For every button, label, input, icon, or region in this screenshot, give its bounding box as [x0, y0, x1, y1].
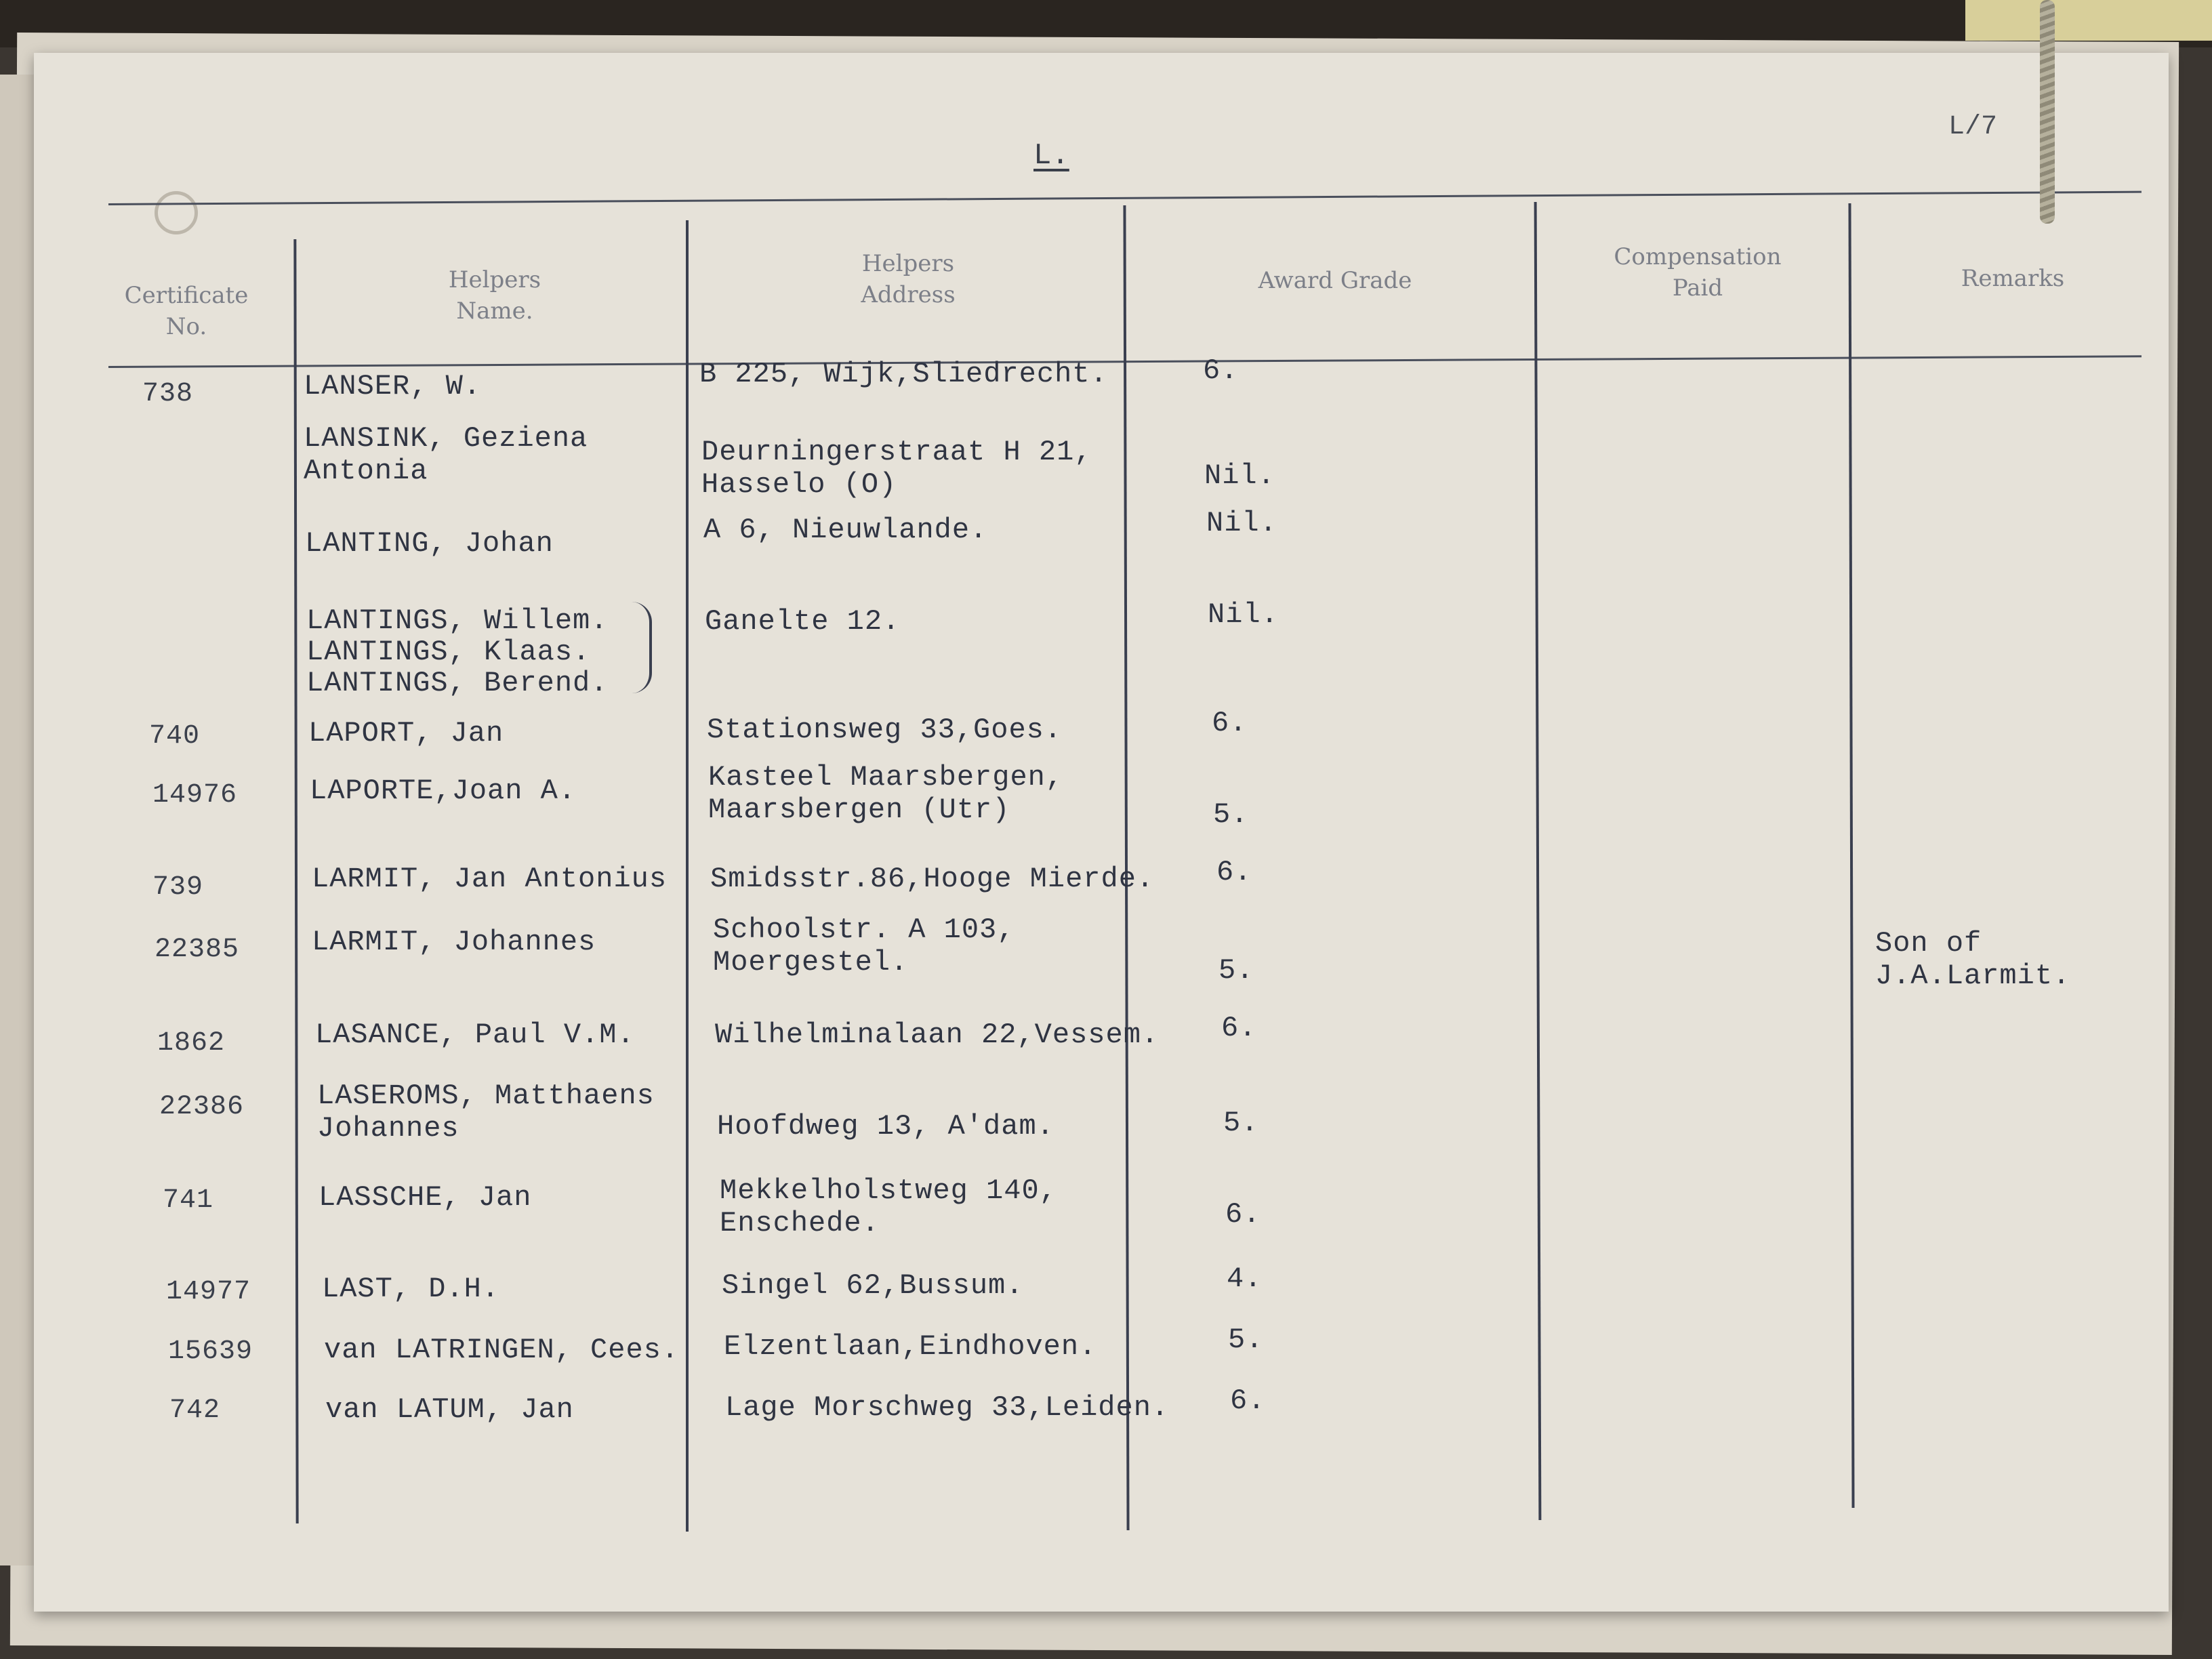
award-grade: 6. [1216, 856, 1252, 888]
award-grade: Nil. [1206, 507, 1277, 539]
helper-address: Wilhelminalaan 22,Vessem. [715, 1019, 1160, 1051]
underlying-yellow-card [1965, 0, 2212, 41]
helper-name: LARMIT, Jan Antonius [312, 863, 668, 895]
header-award-grade: Award Grade [1258, 267, 1412, 294]
helper-name: van LATRINGEN, Cees. [324, 1334, 680, 1366]
helper-address: Schoolstr. A 103, Moergestel. [713, 914, 1015, 979]
helper-name: LANSINK, Geziena Antonia [304, 422, 588, 487]
cert-no: 15639 [168, 1336, 253, 1367]
helper-address: A 6, Nieuwlande. [703, 514, 988, 546]
award-grade: 6. [1203, 354, 1239, 387]
header-certificate-no: Certificate No. [124, 282, 249, 340]
helper-name: LARMIT, Johannes [312, 926, 596, 958]
helper-name: LASSCHE, Jan [319, 1181, 532, 1214]
cert-no: 22386 [159, 1092, 245, 1122]
helper-address: Stationsweg 33,Goes. [707, 714, 1063, 746]
helper-address: Elzentlaan,Eindhoven. [724, 1330, 1097, 1363]
award-grade: 6. [1221, 1012, 1257, 1044]
helper-name: LASANCE, Paul V.M. [315, 1019, 635, 1051]
column-divider-5 [1848, 203, 1854, 1508]
helper-name: LANTINGS, Willem. LANTINGS, Klaas. LANTINGS, Berend. [306, 605, 609, 699]
award-grade: 5. [1223, 1107, 1259, 1139]
helper-address: Singel 62,Bussum. [722, 1269, 1024, 1302]
header-remarks: Remarks [1961, 265, 2065, 292]
header-top-rule [108, 191, 2142, 205]
helper-name: van LATUM, Jan [325, 1393, 574, 1426]
column-divider-1 [293, 239, 298, 1523]
cert-no: 14976 [152, 780, 238, 811]
helper-address: Kasteel Maarsbergen, Maarsbergen (Utr) [708, 761, 1064, 826]
cert-no: 738 [142, 379, 194, 409]
helper-name: LAPORTE,Joan A. [310, 775, 577, 807]
helper-name: LANTING, Johan [305, 527, 554, 560]
cert-no: 740 [149, 721, 201, 752]
helper-address: Mekkelholstweg 140, Enschede. [720, 1174, 1057, 1240]
cert-no: 739 [152, 872, 204, 903]
award-grade: Nil. [1208, 598, 1279, 631]
helper-address: B 225, Wijk,Sliedrecht. [699, 358, 1108, 390]
grouping-brace [629, 602, 652, 693]
award-grade: 5. [1218, 954, 1254, 987]
award-grade: 6. [1225, 1198, 1261, 1231]
cert-no: 742 [169, 1395, 221, 1426]
cert-no: 1862 [157, 1028, 226, 1059]
header-helpers-address: Helpers Address [861, 250, 956, 308]
header-helpers-name: Helpers Name. [448, 266, 541, 325]
helper-address: Smidsstr.86,Hooge Mierde. [710, 863, 1155, 895]
page-reference: L/7 [1948, 112, 1998, 142]
helper-address: Ganelte 12. [705, 605, 901, 638]
helper-address: Lage Morschweg 33,Leiden. [725, 1391, 1170, 1424]
helper-name: LASEROMS, Matthaens Johannes [317, 1080, 655, 1145]
column-divider-2 [686, 220, 689, 1532]
section-letter: L. [1033, 139, 1069, 173]
cert-no: 22385 [155, 935, 240, 965]
helper-name: LAST, D.H. [322, 1273, 500, 1305]
award-grade: 5. [1228, 1324, 1264, 1356]
award-grade: Nil. [1204, 459, 1275, 492]
punch-hole [155, 191, 198, 234]
award-grade: 5. [1213, 798, 1249, 831]
index-card [34, 53, 2169, 1612]
helper-name: LAPORT, Jan [308, 717, 504, 750]
helper-address: Deurningerstraat H 21, Hasselo (O) [701, 436, 1092, 501]
helper-name: LANSER, W. [304, 370, 482, 403]
award-grade: 6. [1212, 707, 1248, 739]
cert-no: 741 [163, 1185, 214, 1216]
cert-no: 14977 [166, 1277, 251, 1307]
helper-address: Hoofdweg 13, A'dam. [717, 1110, 1054, 1143]
award-grade: 6. [1230, 1385, 1266, 1417]
remarks-text: Son of J.A.Larmit. [1875, 927, 2071, 992]
column-divider-4 [1534, 202, 1542, 1520]
binding-string [2040, 0, 2055, 224]
award-grade: 4. [1227, 1263, 1263, 1295]
header-compensation-paid: Compensation Paid [1614, 243, 1782, 302]
